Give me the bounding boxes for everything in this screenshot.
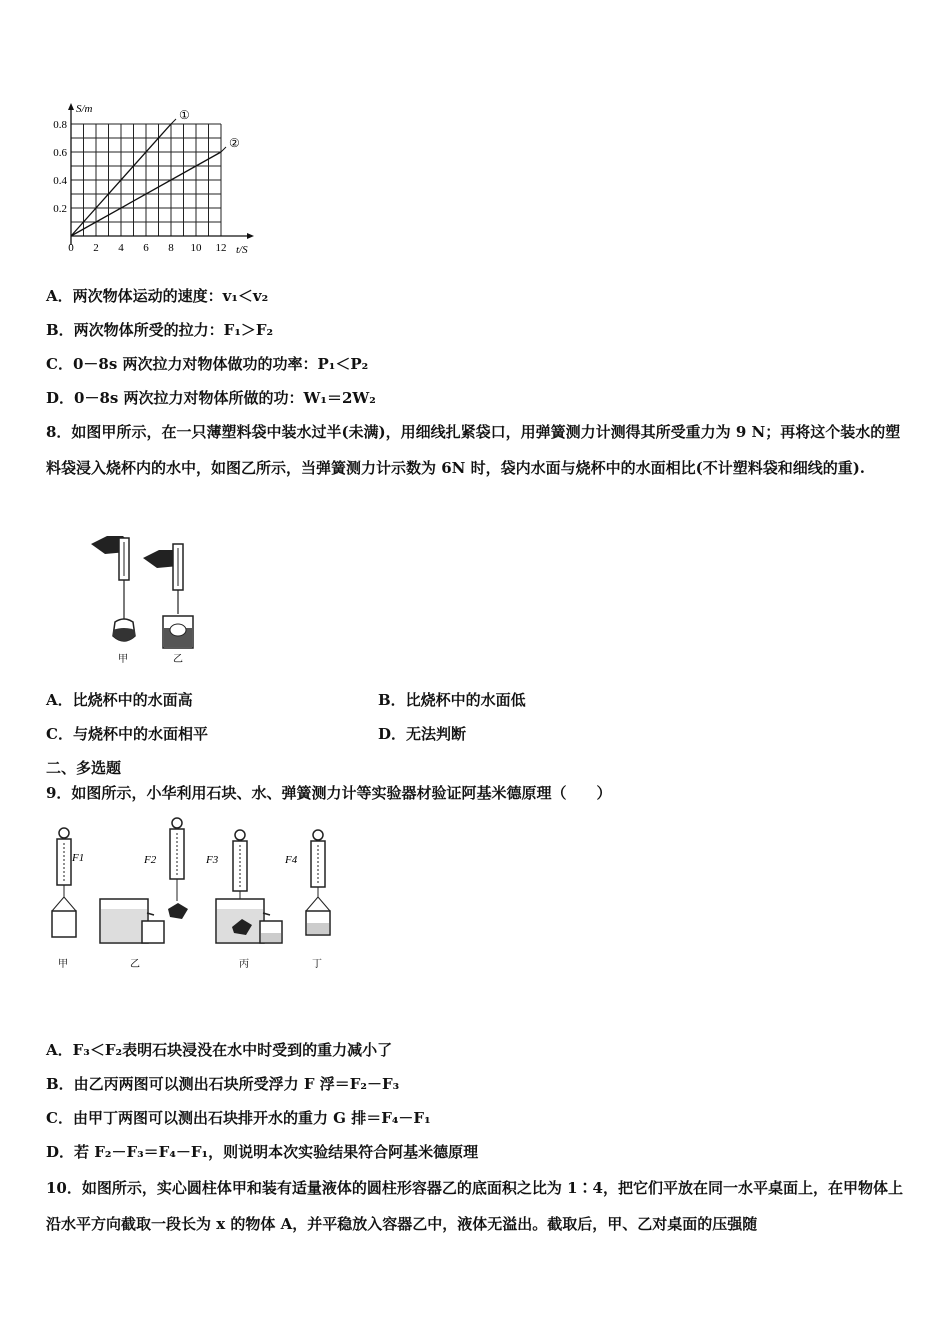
y-tick-label: 0.2 bbox=[53, 203, 67, 215]
series-label-1: ① bbox=[179, 108, 190, 122]
q10-stem: 10．如图所示，实心圆柱体甲和装有适量液体的圆柱形容器乙的底面积之比为 1∶4，把它们平放在同一水平桌面上，在甲物体上沿水平方向截取一段长为 x 的物体 A，并平稳放入容器乙中，液体无溢出。截取后，甲、乙对桌面的压强随 bbox=[46, 1179, 903, 1233]
q9-option-d: D．若 F₂－F₃＝F₄－F₁，则说明本次实验结果符合阿基米德原理 bbox=[46, 1143, 479, 1161]
s-t-graph bbox=[40, 100, 260, 260]
q9-stem: 9．如图所示，小华利用石块、水、弹簧测力计等实验器材验证阿基米德原理（ ） bbox=[46, 784, 612, 802]
q7-option-b: B．两次物体所受的拉力：F₁＞F₂ bbox=[46, 321, 274, 339]
y-tick-label: 0.6 bbox=[53, 147, 67, 159]
q7-option-c: C．0－8s 两次拉力对物体做功的功率：P₁＜P₂ bbox=[46, 355, 369, 373]
y-tick-label: 0.8 bbox=[53, 119, 67, 131]
x-axis-label: t/S bbox=[236, 244, 248, 256]
q9-option-a: A．F₃＜F₂表明石块浸没在水中时受到的重力减小了 bbox=[46, 1041, 393, 1059]
q8-option-a: A．比烧杯中的水面高 bbox=[46, 691, 193, 709]
q9-option-b: B．由乙丙两图可以测出石块所受浮力 F 浮＝F₂－F₃ bbox=[46, 1075, 400, 1093]
y-tick-label: 0.4 bbox=[53, 175, 67, 187]
series-label-2: ② bbox=[229, 136, 240, 150]
q7-option-a: A．两次物体运动的速度：v₁＜v₂ bbox=[46, 287, 269, 305]
q7-option-d: D．0－8s 两次拉力对物体所做的功：W₁＝2W₂ bbox=[46, 389, 376, 407]
section-heading: 二、多选题 bbox=[46, 759, 122, 777]
x-tick-label: 10 bbox=[190, 242, 202, 254]
q9-figure bbox=[42, 815, 342, 975]
q8-stem: 8．如图甲所示，在一只薄塑料袋中装水过半(未满)，用细线扎紧袋口，用弹簧测力计测得其所受重力为 9 N；再将这个装水的塑料袋浸入烧杯内的水中，如图乙所示，当弹簧测力计示数为 6N 时，袋内水面与烧杯中的水面相比(不计塑料袋和细线的重). bbox=[46, 423, 901, 477]
q8-option-d: D．无法判断 bbox=[378, 725, 467, 743]
x-tick-label: 8 bbox=[168, 242, 174, 254]
q9-fig-label-jia: 甲 bbox=[58, 959, 68, 970]
y-axis-label: S/m bbox=[76, 103, 93, 115]
q8-fig-label-jia: 甲 bbox=[118, 654, 128, 665]
x-tick-label: 6 bbox=[143, 242, 149, 254]
x-tick-label: 0 bbox=[68, 242, 74, 254]
q8-fig-label-yi: 乙 bbox=[173, 654, 183, 665]
q8-figure bbox=[85, 530, 215, 670]
q9-force-f1: F1 bbox=[72, 852, 85, 864]
q8-option-b: B．比烧杯中的水面低 bbox=[378, 691, 526, 709]
q9-force-f4: F4 bbox=[285, 854, 298, 866]
x-tick-label: 2 bbox=[93, 242, 99, 254]
series-leader-1 bbox=[171, 119, 176, 124]
q9-fig-label-bing: 丙 bbox=[239, 959, 249, 970]
series-leader-2 bbox=[221, 147, 226, 152]
x-tick-label: 12 bbox=[215, 242, 227, 254]
q8-option-c: C．与烧杯中的水面相平 bbox=[46, 725, 208, 743]
q9-option-c: C．由甲丁两图可以测出石块排开水的重力 G 排＝F₄－F₁ bbox=[46, 1109, 431, 1127]
q9-fig-label-yi: 乙 bbox=[130, 959, 140, 970]
q9-force-f3: F3 bbox=[206, 854, 219, 866]
q9-fig-label-ding: 丁 bbox=[312, 959, 322, 970]
x-tick-label: 4 bbox=[118, 242, 124, 254]
q9-force-f2: F2 bbox=[144, 854, 157, 866]
